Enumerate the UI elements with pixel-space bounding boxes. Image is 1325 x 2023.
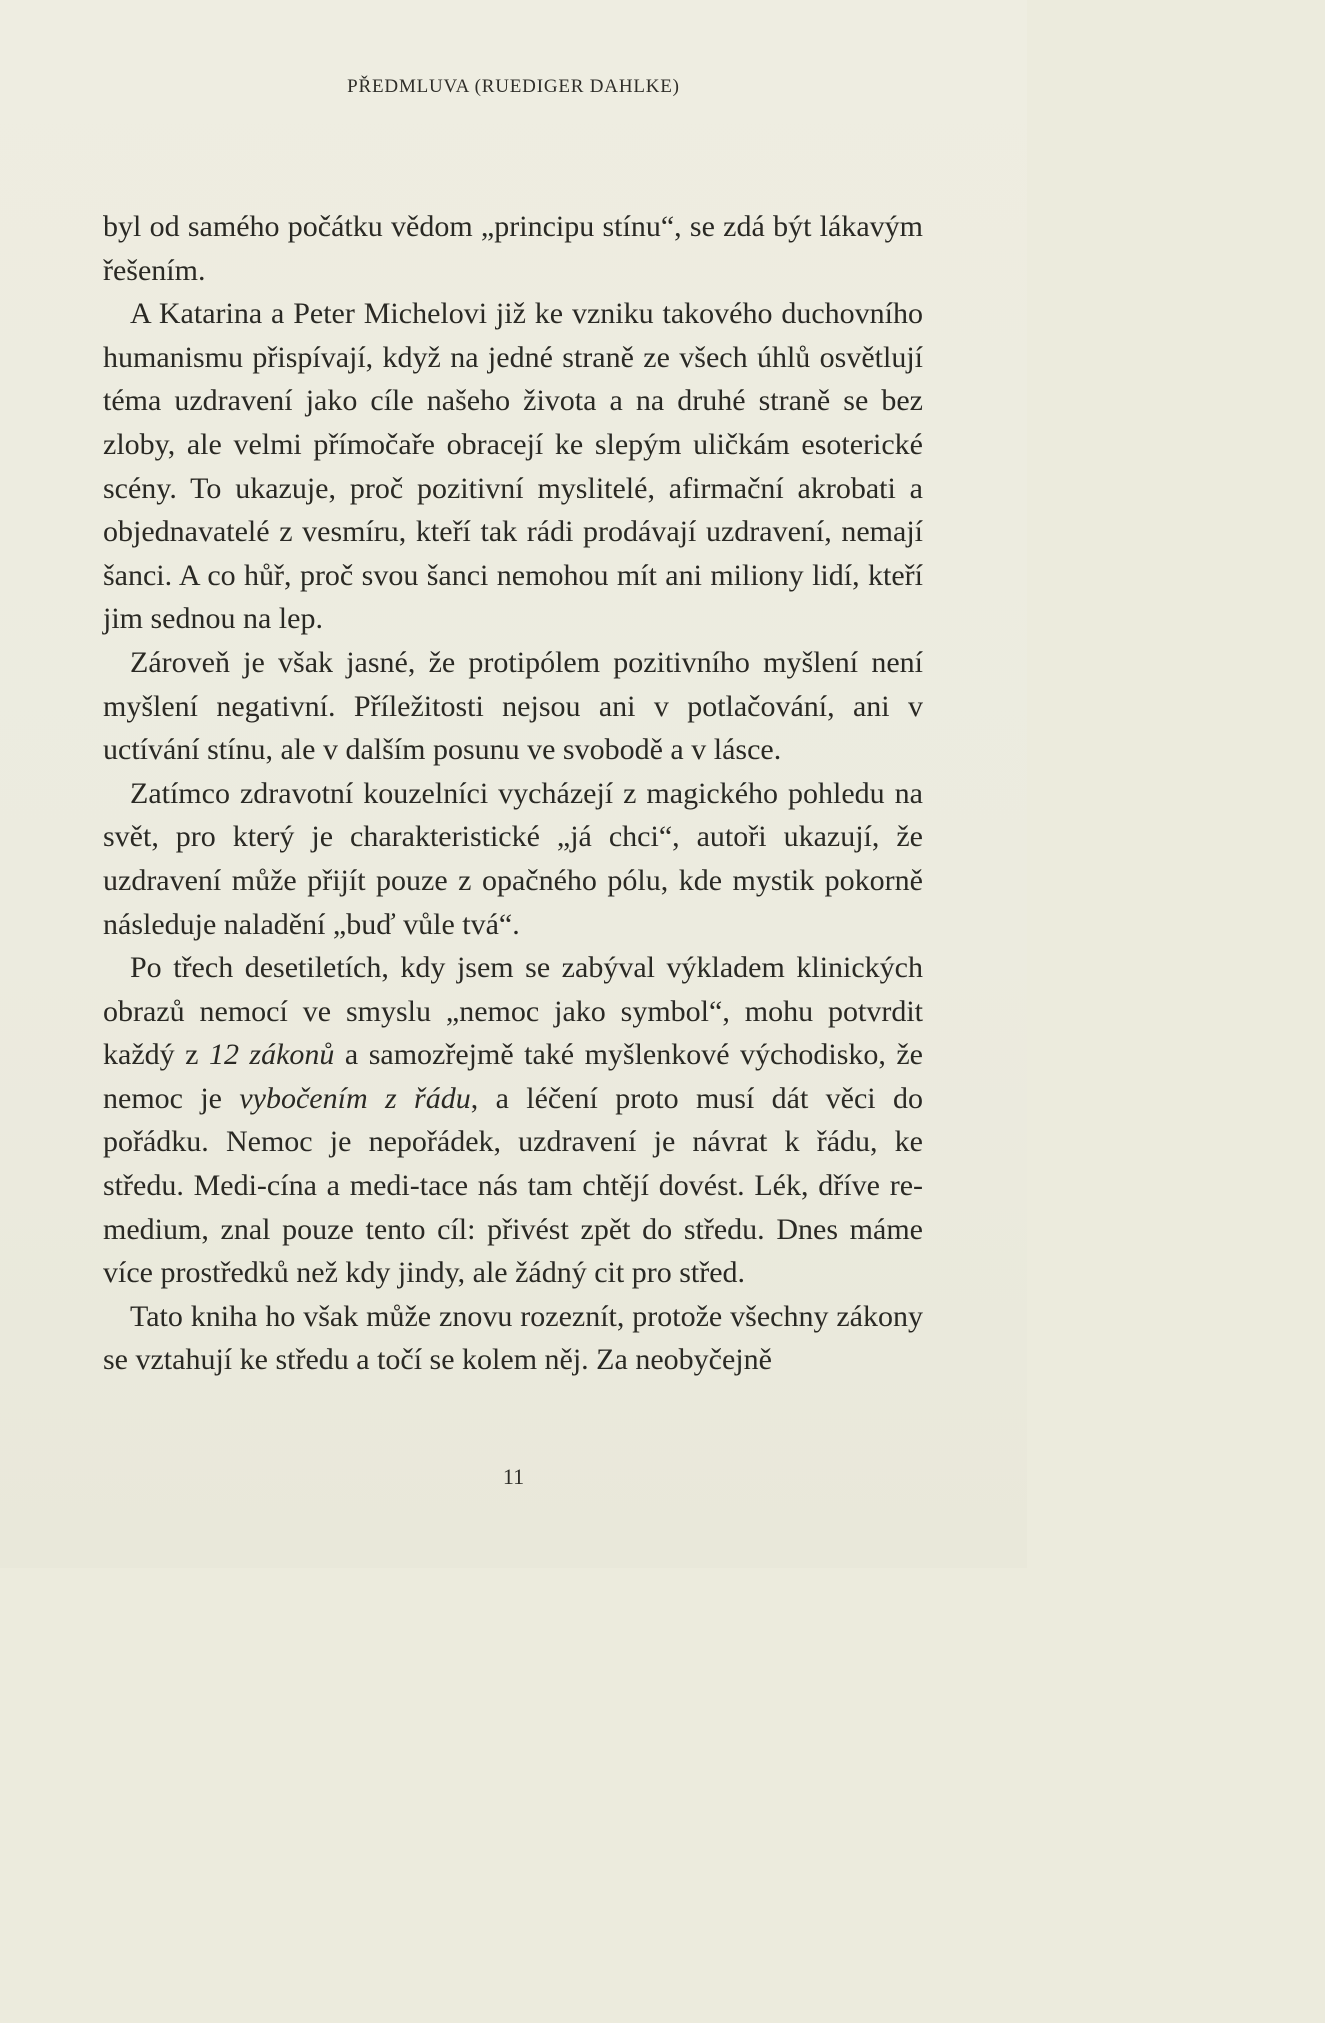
paragraph-text: Tato kniha ho však může znovu rozeznít, protože všechny zákony se vztahují ke středu a točí se kolem něj. Za neobyčejně	[103, 1299, 923, 1377]
paragraph	[103, 946, 923, 1295]
page-number: 11	[502, 1464, 525, 1489]
paragraph	[103, 641, 923, 772]
paragraph	[103, 205, 923, 292]
body-text	[103, 205, 923, 1382]
paragraph-text: Zatímco zdravotní kouzelníci vycházejí z magického pohledu na svět, pro který je charakteristické „já chci“, autoři ukazují, že uzdravení může přijít pouze z opačného pólu, kde mystik pokorně následuje naladění „buď vůle tvá“.	[103, 776, 923, 941]
italic-term: 12 zákonů	[208, 1038, 335, 1072]
italic-term: vybočením z řádu	[239, 1081, 471, 1115]
paragraph-text: Zároveň je však jasné, že protipólem pozitivního myšlení není myšlení negativní. Příležitosti nejsou ani v potlačování, ani v uctívání stínu, ale v dalším posunu ve svobodě a v lásce.	[103, 645, 923, 767]
paragraph-text: byl od samého počátku vědom „principu stínu“, se zdá být lákavým řešením.	[103, 210, 923, 287]
paragraph	[103, 772, 923, 946]
paragraph-text: a samozřejmě také myšlenkové východisko, že nemoc je	[103, 1038, 923, 1115]
running-head: PŘEDMLUVA (RUEDIGER DAHLKE)	[347, 76, 680, 97]
paragraph-text: Po třech desetiletích, kdy jsem se zabýval výkladem klinických obrazů nemocí ve smyslu „nemoc jako symbol“, mohu potvrdit každý z	[103, 951, 923, 1072]
paragraph-text: A Katarina a Peter Michelovi již ke vzniku takového duchovního humanismu přispívají, když na jedné straně ze všech úhlů osvětlují téma uzdravení jako cíle našeho života a na druhé straně se bez zloby, ale velmi přímočaře obracejí ke slepým uličkám esoterické scény. To ukazuje, proč pozitivní myslitelé, afirmační akrobati a objednavatelé z vesmíru, kteří tak rádi prodávají uzdravení, nemají šanci. A co hůř, proč svou šanci nemohou mít ani miliony lidí, kteří jim sednou na lep.	[103, 297, 923, 636]
paragraph	[103, 1295, 923, 1382]
paragraph	[103, 292, 923, 641]
paragraph-text: , a léčení proto musí dát věci do pořádku. Nemoc je nepořádek, uzdravení je návrat k řádu, ke středu. Medi-cína a medi-tace nás tam chtějí dovést. Lék, dříve re-medium, znal pouze tento cíl: přivést zpět do středu. Dnes máme více prostředků než kdy jindy, ale žádný cit pro střed.	[103, 1081, 924, 1290]
